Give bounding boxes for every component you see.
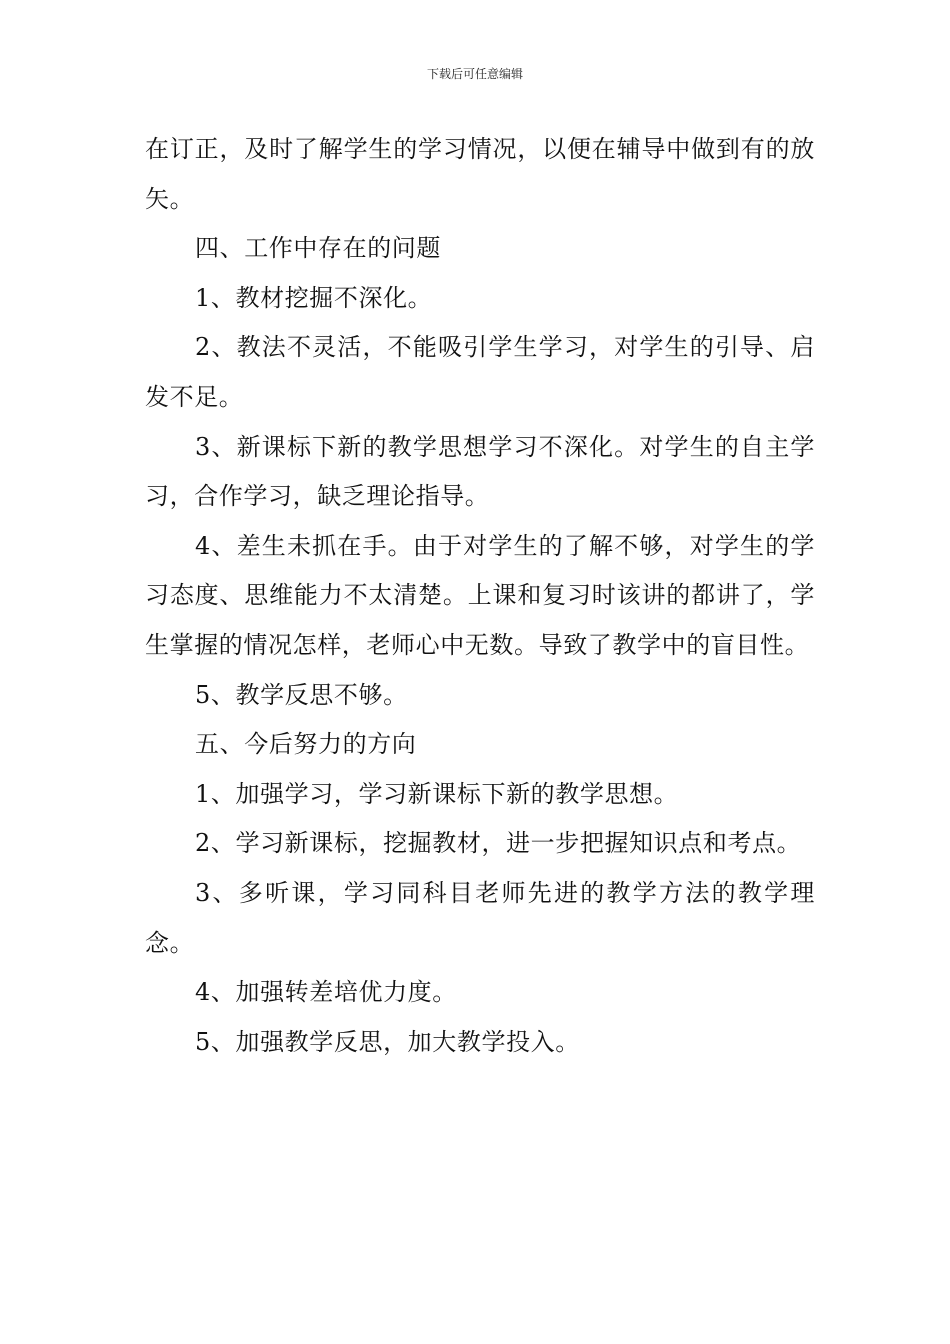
- list-item-direction-4: 4、加强转差培优力度。: [195, 978, 457, 1007]
- list-item-problem-1: 1、教材挖掘不深化。: [195, 283, 433, 312]
- list-item-direction-2: 2、学习新课标，挖掘教材，进一步把握知识点和考点。: [195, 829, 802, 858]
- list-item-problem-3: 3、新课标下新的教学思想学习不深化。对学生的自主学习，合作学习，缺乏理论指导。: [145, 432, 815, 511]
- paragraph-continuation: 在订正，及时了解学生的学习情况，以便在辅导中做到有的放矢。: [145, 135, 815, 213]
- list-item-direction-5: 5、加强教学反思，加大教学投入。: [195, 1027, 580, 1056]
- list-item-problem-5: 5、教学反思不够。: [195, 680, 408, 709]
- list-item-direction-3: 3、多听课，学习同科目老师先进的教学方法的教学理念。: [145, 878, 815, 957]
- section-heading-problems: 四、工作中存在的问题: [195, 234, 441, 263]
- section-heading-directions: 五、今后努力的方向: [195, 730, 417, 759]
- list-item-direction-1: 1、加强学习，学习新课标下新的教学思想。: [195, 779, 679, 808]
- document-body: [145, 125, 815, 1067]
- list-item-problem-4: 4、差生未抓在手。由于对学生的了解不够，对学生的学习态度、思维能力不太清楚。上课和复习时该讲的都讲了，学生掌握的情况怎样，老师心中无数。导致了教学中的盲目性。: [145, 531, 815, 659]
- header-note: 下载后可任意编辑: [426, 67, 523, 81]
- list-item-problem-2: 2、教法不灵活，不能吸引学生学习，对学生的引导、启发不足。: [145, 333, 815, 411]
